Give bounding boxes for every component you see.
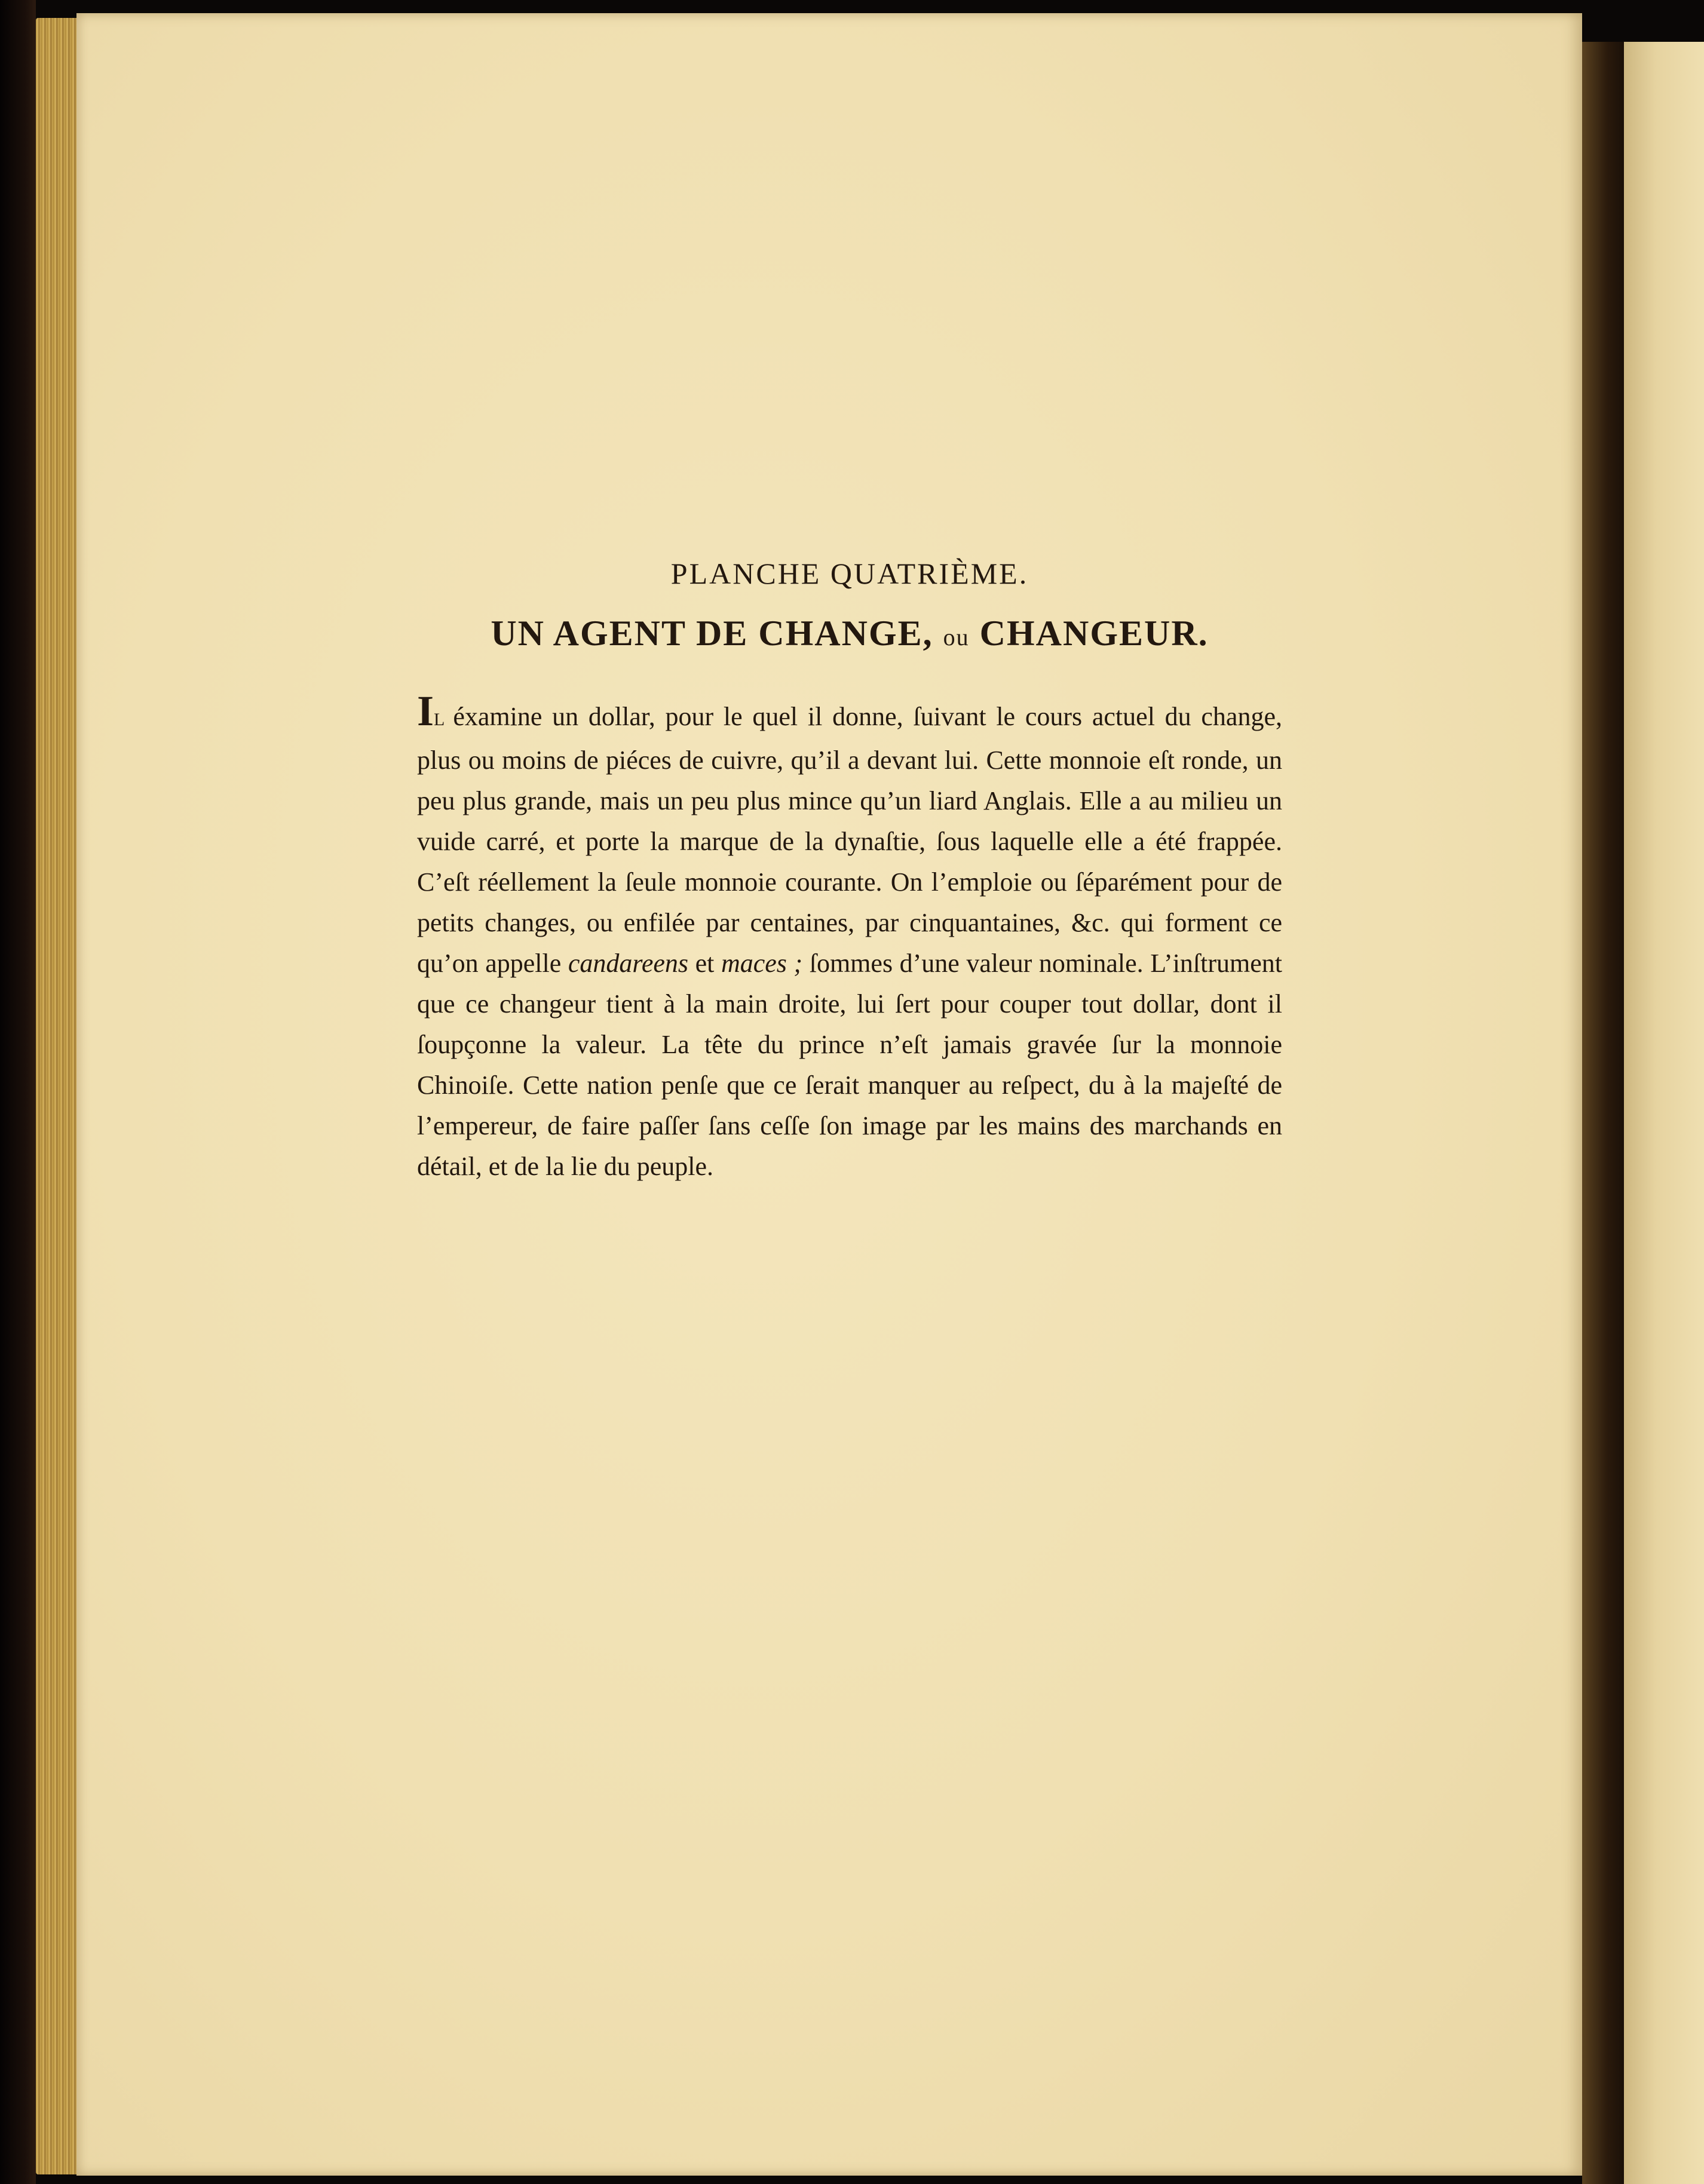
drop-initial: I	[417, 687, 434, 735]
book-binding	[0, 0, 36, 2184]
body-connector: et	[695, 949, 715, 978]
page-text-block	[417, 556, 1282, 1187]
plate-heading: PLANCHE QUATRIÈME.	[670, 557, 1029, 590]
main-title-part-2: CHANGEUR.	[979, 614, 1209, 653]
italic-term-maces: maces ;	[721, 949, 803, 978]
body-paragraph	[417, 689, 1282, 1187]
initial-small-caps: L	[434, 710, 446, 729]
main-title-connector: ou	[943, 624, 970, 651]
main-title	[417, 612, 1282, 655]
body-segment-2: ſommes d’une valeur nominale. L’inſtrument que ce changeur tient à la main droite, lui ſert pour couper tout dollar, dont il ſoupçonne la valeur. La tête du prince n’eſt jamais gravée ſur la monnoie Chinoiſe. Cette nation penſe que ce ſerait manquer au reſpect, du à la majeſté de l’empereur, de faire paſſer ſans ceſſe ſon image par les mains des marchands en détail, et de la lie du peuple.	[417, 949, 1282, 1181]
body-segment-1: éxamine un dollar, pour le quel il donne, ſuivant le cours actuel du change, plus ou moins de piéces de cuivre, qu’il a devant lui. Cette monnoie eſt ronde, un peu plus grande, mais un peu plus mince qu’un liard Anglais. Elle a au milieu un vuide carré, et porte la marque de la dynaſtie, ſous laquelle elle a été frappée. C’eſt réellement la ſeule monnoie courante. On l’emploie ou ſéparément pour de petits changes, ou enfilée par centaines, par cinquantaines, &c. qui forment ce qu’on appelle	[417, 702, 1282, 978]
facing-page-edge	[1624, 42, 1704, 2184]
page-gutter-shadow	[1582, 42, 1624, 2184]
italic-term-candareens: candareens	[568, 949, 689, 978]
main-title-part-1: UN AGENT DE CHANGE,	[491, 614, 933, 653]
